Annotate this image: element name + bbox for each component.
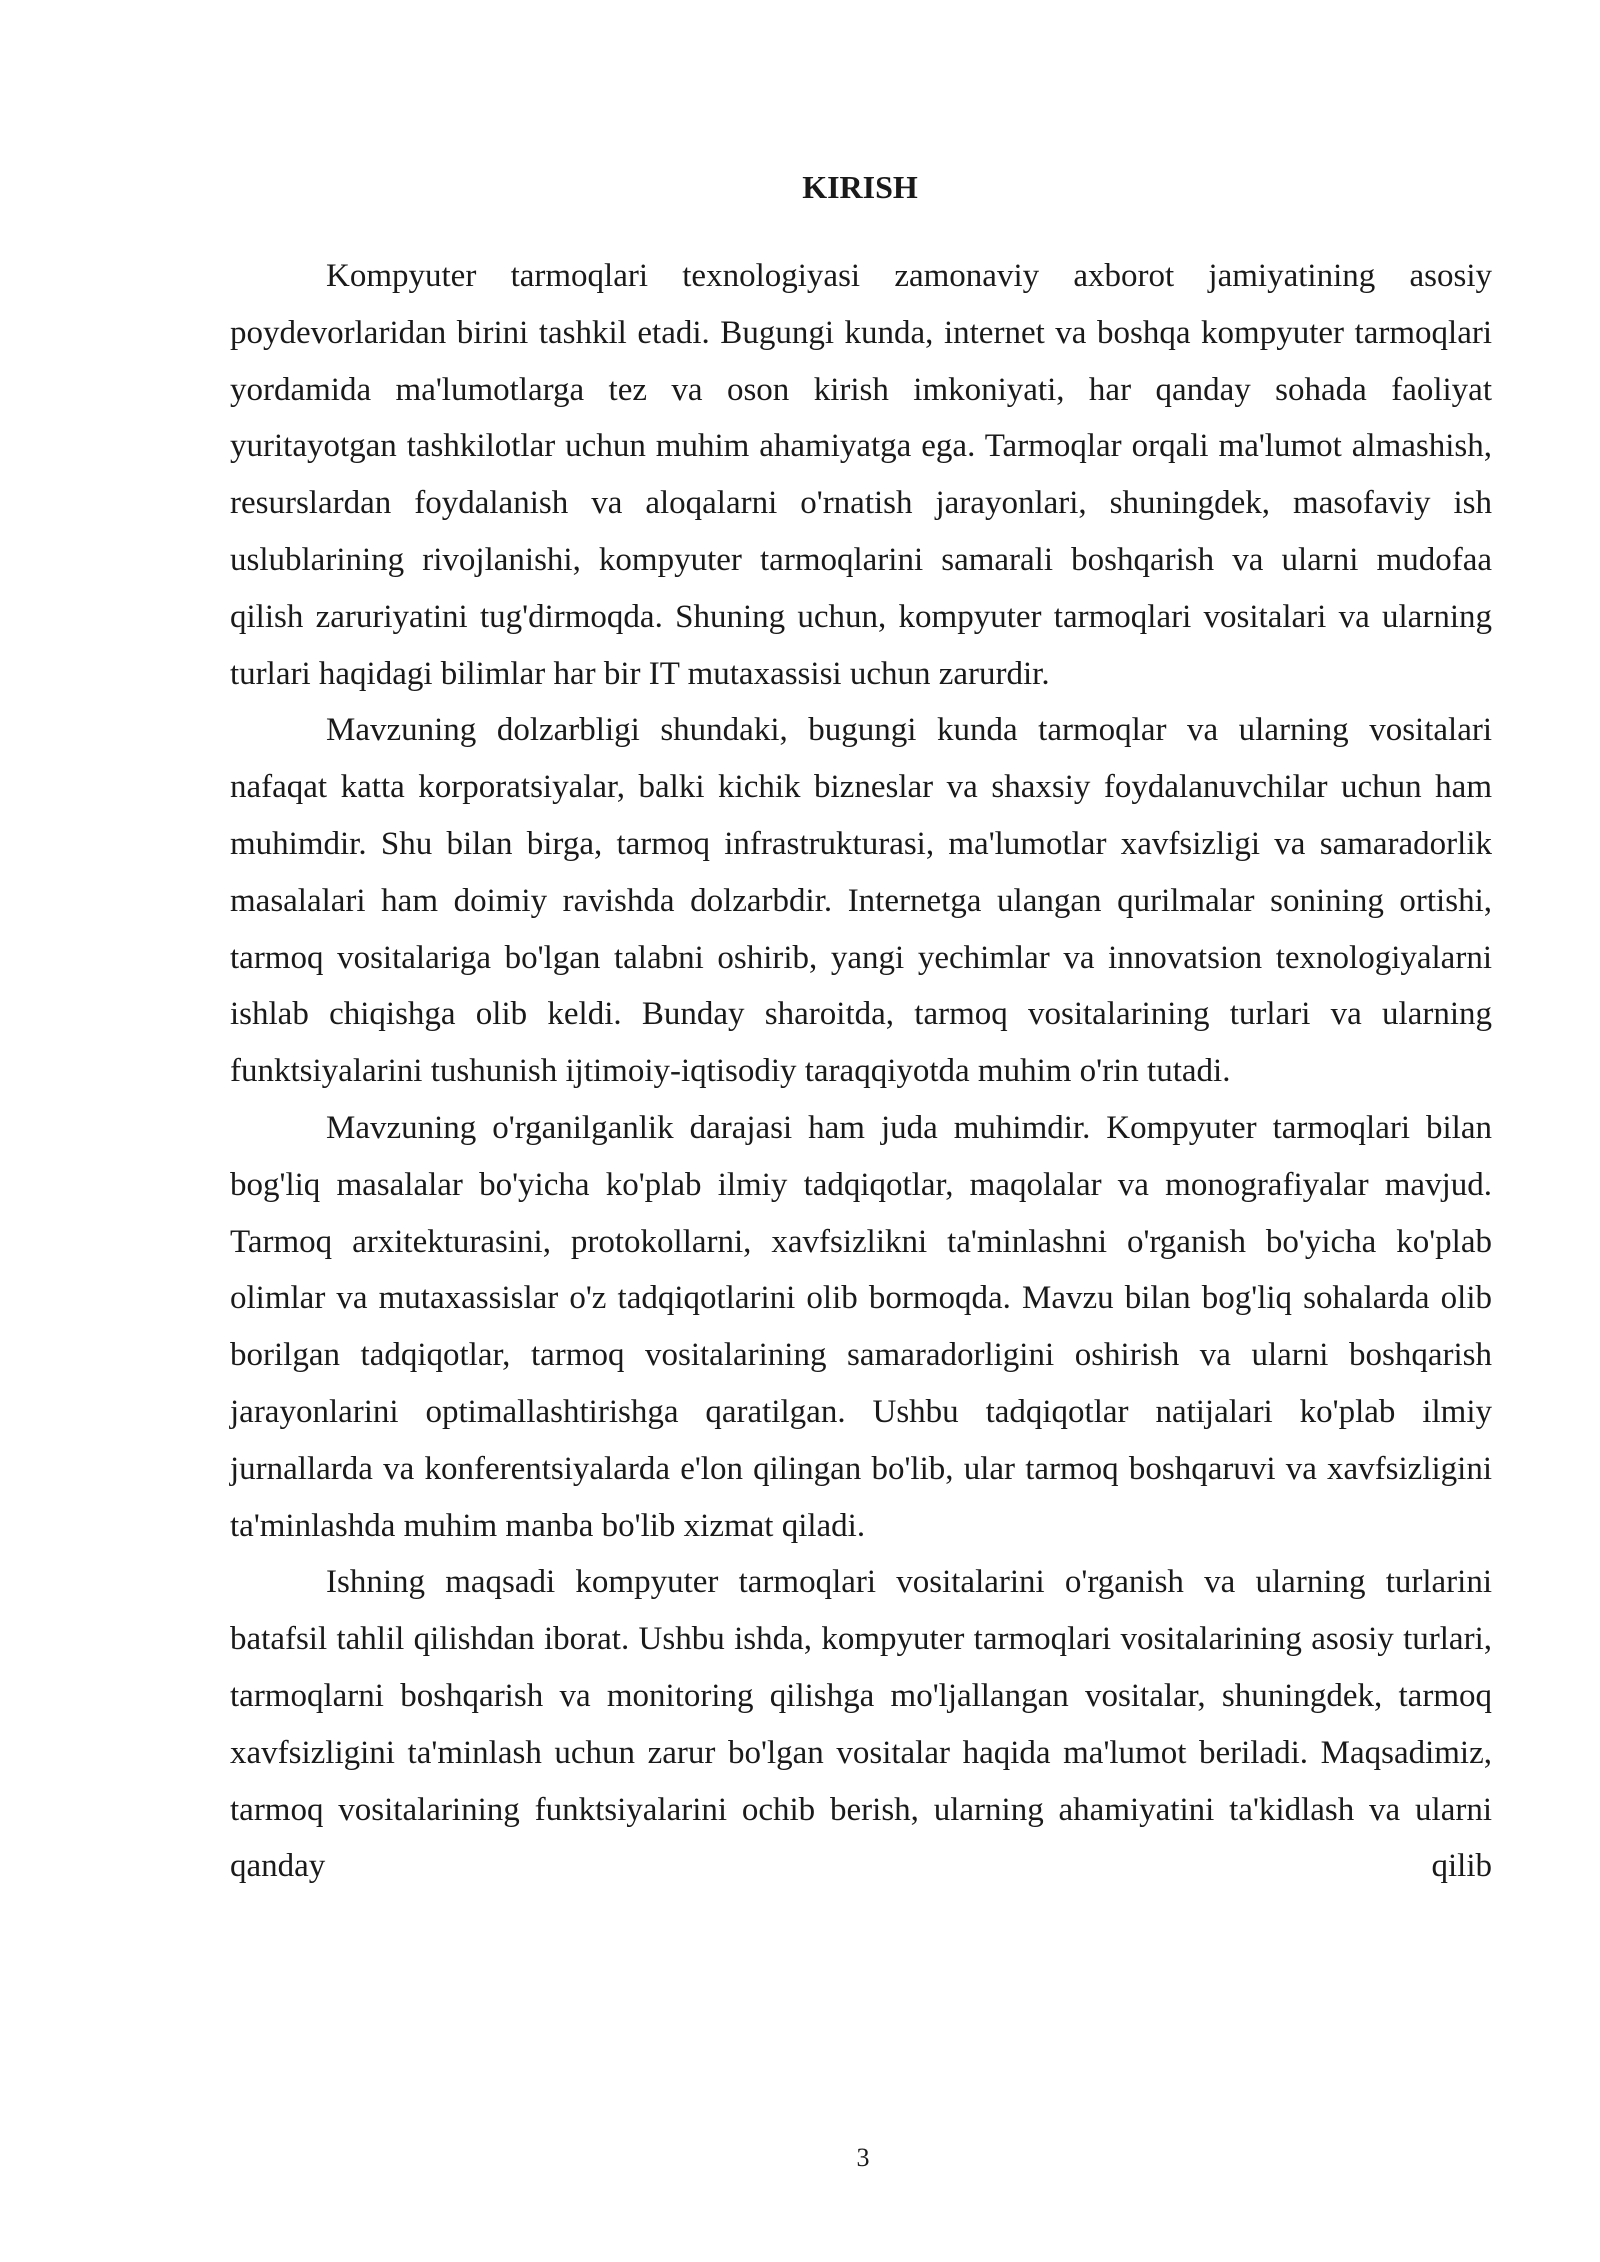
paragraph-research-degree: Mavzuning o'rganilganlik darajasi ham juda muhimdir. Kompyuter tarmoqlari bilan bog'liq masalalar bo'yicha ko'plab ilmiy tadqiqotlar, maqolalar va monografiyalar mavjud. Tarmoq arxitekturasini, protokollarni, xavfsizlikni ta'minlashni o'rganish bo'yicha ko'plab olimlar va mutaxassislar o'z tadqiqotlarini olib bormoqda. Mavzu bilan bog'liq sohalarda olib borilgan tadqiqotlar, tarmoq vositalarining samaradorligini oshirish va ularni boshqarish jarayonlarini optimallashtirishga qaratilgan. Ushbu tadqiqotlar natijalari ko'plab ilmiy jurnallarda va konferentsiyalarda e'lon qilingan bo'lib, ular tarmoq boshqaruvi va xavfsizligini ta'minlashda muhim manba bo'lib xizmat qiladi.	[230, 1109, 1492, 1544]
body-text	[230, 248, 1492, 1895]
page-number: 3	[856, 2143, 870, 2172]
paragraph-intro: Kompyuter tarmoqlari texnologiyasi zamonaviy axborot jamiyatining asosiy poydevorlaridan birini tashkil etadi. Bugungi kunda, internet va boshqa kompyuter tarmoqlari yordamida ma'lumotlarga tez va oson kirish imkoniyati, har qanday sohada faoliyat yuritayotgan tashkilotlar uchun muhim ahamiyatga ega. Tarmoqlar orqali ma'lumot almashish, resurslardan foydalanish va aloqalarni o'rnatish jarayonlari, shuningdek, masofaviy ish uslublarining rivojlanishi, kompyuter tarmoqlarini samarali boshqarish va ularni mudofaa qilish zaruriyatini tug'dirmoqda. Shuning uchun, kompyuter tarmoqlari vositalari va ularning turlari haqidagi bilimlar har bir IT mutaxassisi uchun zarurdir.	[230, 258, 1492, 692]
page-title: KIRISH	[802, 169, 918, 205]
paragraph-goal: Ishning maqsadi kompyuter tarmoqlari vositalarini o'rganish va ularning turlarini batafsil tahlil qilishdan iborat. Ushbu ishda, kompyuter tarmoqlari vositalarining asosiy turlari, tarmoqlarni boshqarish va monitoring qilishga mo'ljallangan vositalar, shuningdek, tarmoq xavfsizligini ta'minlash uchun zarur bo'lgan vositalar haqida ma'lumot beriladi. Maqsadimiz, tarmoq vositalarining funktsiyalarini ochib berish, ularning ahamiyatini ta'kidlash va ularni qanday qilib	[230, 1564, 1492, 1885]
paragraph-relevance: Mavzuning dolzarbligi shundaki, bugungi kunda tarmoqlar va ularning vositalari nafaqat katta korporatsiyalar, balki kichik bizneslar va shaxsiy foydalanuvchilar uchun ham muhimdir. Shu bilan birga, tarmoq infrastrukturasi, ma'lumotlar xavfsizligi va samaradorlik masalalari ham doimiy ravishda dolzarbdir. Internetga ulangan qurilmalar sonining ortishi, tarmoq vositalariga bo'lgan talabni oshirib, yangi yechimlar va innovatsion texnologiyalarni ishlab chiqishga olib keldi. Bunday sharoitda, tarmoq vositalarining turlari va ularning funktsiyalarini tushunish ijtimoiy-iqtisodiy taraqqiyotda muhim o'rin tutadi.	[230, 712, 1492, 1090]
